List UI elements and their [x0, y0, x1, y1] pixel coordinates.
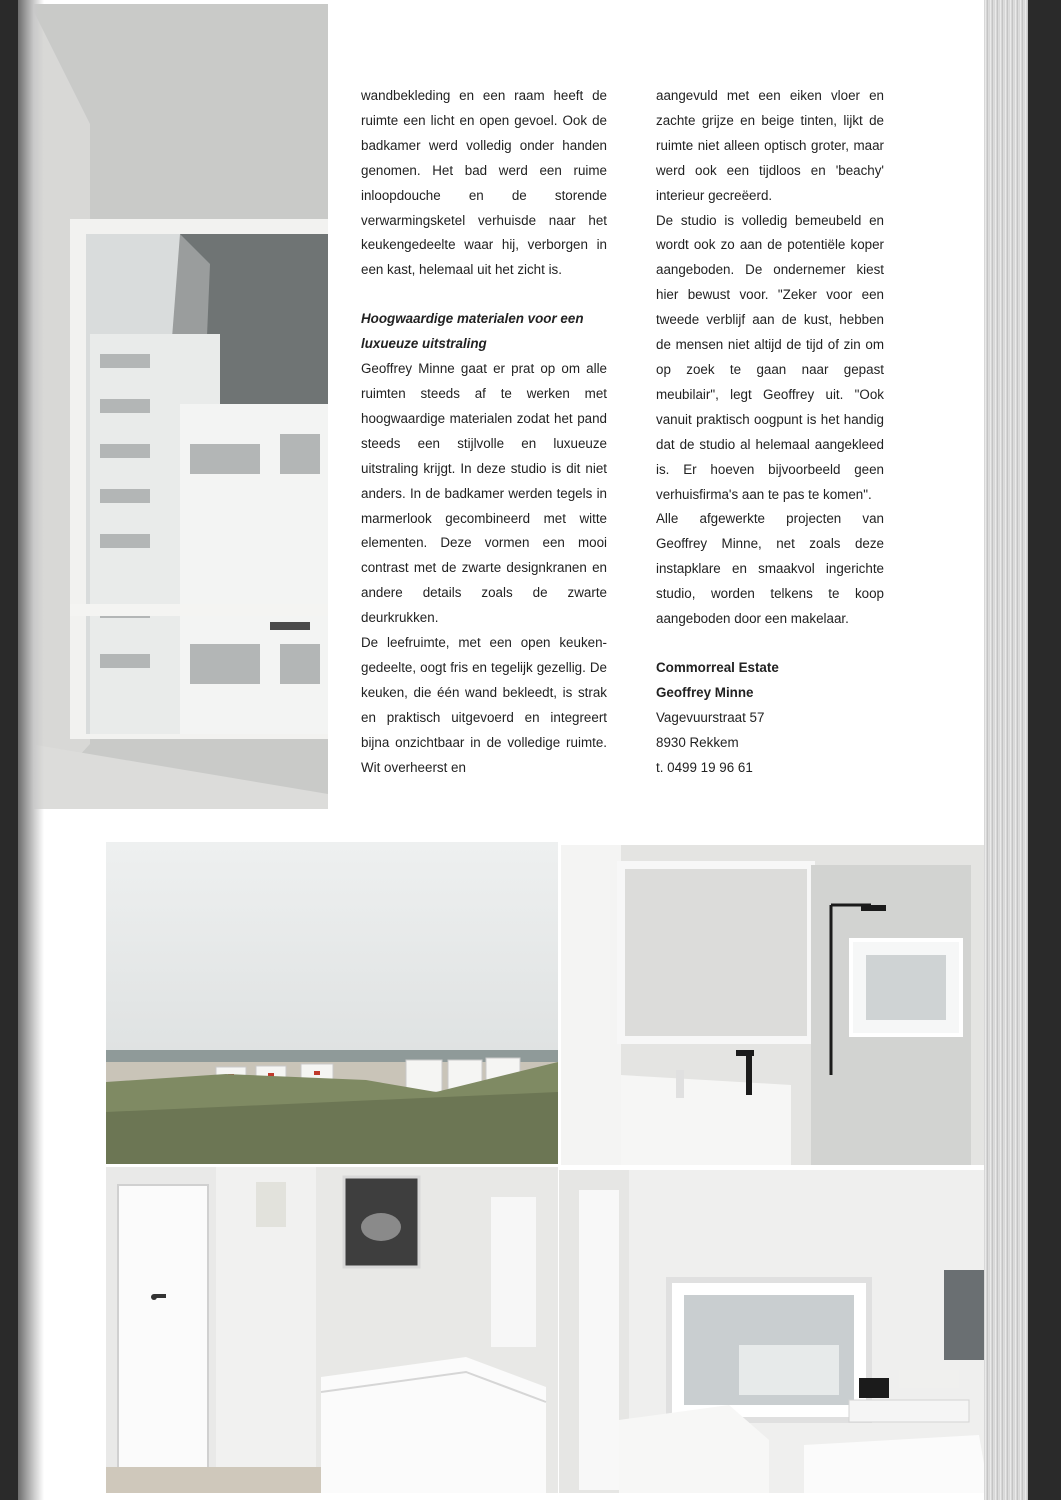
text-column-2: [656, 84, 884, 780]
paragraph: Alle afgewerkte projecten van Geoffrey Minne, net zoals deze instapklare en smaakvol ingerichte studio, worden telkens te koop aangeboden door een makelaar.: [656, 511, 884, 627]
window-view-illustration: [30, 4, 328, 809]
paragraph: wandbekleding en een raam heeft de ruimte een licht en open gevoel. Ook de badkamer werd volledig onder handen genomen. Het bad werd een ruime inloopdouche en de storende verwarmingsketel verhuisde naar het keukengedeelte waar hij, verborgen in een kast, helemaal uit het zicht is.: [361, 88, 607, 278]
paragraph: aangevuld met een eiken vloer en zachte grijze en beige tinten, lijkt de ruimte niet alleen optisch groter, maar werd ook een tijdloos en 'beachy' interieur gecreëerd.: [656, 88, 884, 203]
paragraph: De leefruimte, met een open keuken-gedeelte, oogt fris en tegelijk gezellig. De keuken, die één wand bekleedt, is strak en praktisch uitgevoerd en integreert bijna onzichtbaar in de volledige ruimte. Wit overheerst en: [361, 635, 607, 775]
living-room-illustration: [559, 1170, 1020, 1493]
phone-number: t. 0499 19 96 61: [656, 759, 753, 775]
section-heading: Hoogwaardige materialen voor een luxueuze uitstraling: [361, 311, 584, 352]
city-address: 8930 Rekkem: [656, 734, 739, 750]
photo-bathroom: [561, 845, 1020, 1165]
beach-illustration: [106, 842, 558, 1164]
paragraph: De studio is volledig bemeubeld en wordt ook zo aan de potentiële koper aangeboden. De ondernemer kiest hier bewust voor. "Zeker voor een tweede verblijf aan de kust, hebben de mensen niet altijd de tijd of zin om op zoek te gaan naar gepast meubilair", legt Geoffrey uit. "Ook vanuit praktisch oogpunt is het handig dat de studio al helemaal aangekleed is. Er hoeven bijvoorbeeld geen verhuisfirma's aan te pas te komen".: [656, 212, 884, 502]
bathroom-illustration: [561, 845, 1020, 1165]
binding-shadow: [18, 0, 44, 1500]
contact-block: [656, 656, 884, 781]
photo-beach-cabins: [106, 842, 558, 1164]
photo-bedroom: [106, 1167, 558, 1493]
street-address: Vagevuurstraat 57: [656, 709, 765, 725]
text-column-1: [361, 84, 607, 780]
bedroom-illustration: [106, 1167, 558, 1493]
photo-living-room: [559, 1170, 1020, 1493]
company-name: Commorreal Estate: [656, 659, 779, 675]
paragraph: Geoffrey Minne gaat er prat op om alle ruimten steeds af te werken met hoogwaardige materialen zodat het pand steeds een stijlvolle en luxueuze uitstraling krijgt. In deze studio is dit niet anders. In de badkamer werden tegels in marmerlook gecombineerd met witte elementen. Deze vormen een mooi contrast met de zwarte designkranen en andere details zoals de zwarte deurkrukken.: [361, 361, 607, 626]
page-edges: [984, 0, 1028, 1500]
contact-person: Geoffrey Minne: [656, 684, 754, 700]
magazine-page: [18, 0, 1028, 1500]
photo-window-view: [30, 4, 328, 809]
